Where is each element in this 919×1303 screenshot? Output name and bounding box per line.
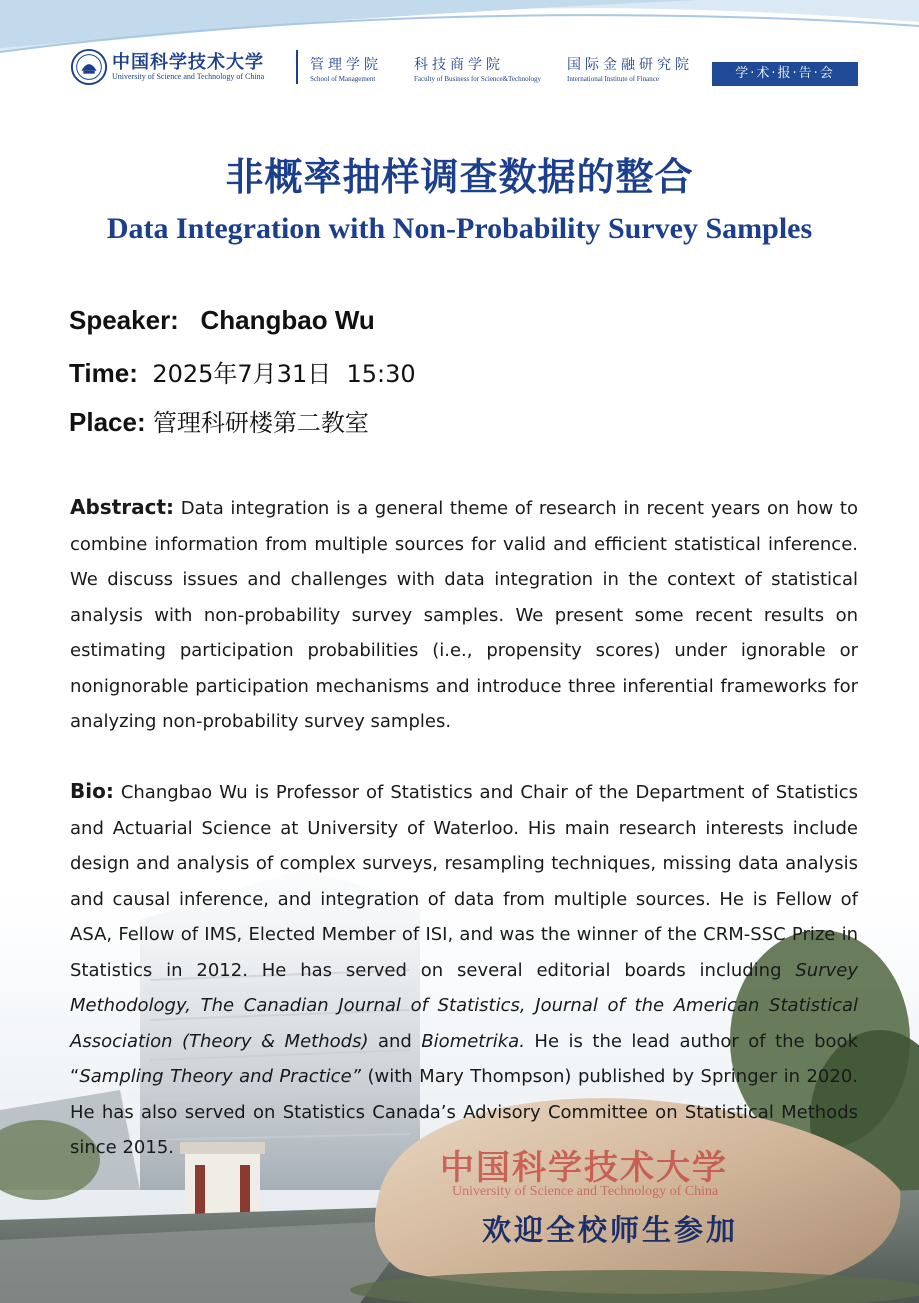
school-management-en: School of Management xyxy=(310,75,376,83)
place-line xyxy=(69,403,369,438)
abstract-text: Data integration is a general theme of research in recent years on how to combine information from multiple sources for valid and efficient statistical inference. We discuss issues and challenges with data integration in the context of statistical analysis with non-probability survey samples. We present some recent results on estimating participation probabilities (i.e., propensity scores) under ignorable or nonignorable participation mechanisms and introduce three inferential frameworks for analyzing non-probability survey samples. xyxy=(70,498,858,732)
school-management xyxy=(310,54,382,83)
speaker-name: Changbao Wu xyxy=(200,305,375,335)
header-bar xyxy=(70,44,870,92)
speaker-line xyxy=(69,305,375,336)
bio-text-part2: He is the lead author of the book “ xyxy=(70,1030,858,1087)
school-business-en: Faculty of Business for Science&Technology xyxy=(414,75,542,83)
university-name-cn: 中国科学技术大学 xyxy=(112,52,264,73)
school-finance xyxy=(567,54,693,83)
abstract-label: Abstract: xyxy=(70,495,175,519)
school-business xyxy=(414,54,541,83)
bio-journals: Survey Methodology, The Canadian Journal of Statistics, Journal of the American Statistical Association (Theory & Methods) xyxy=(70,959,858,1052)
time-line xyxy=(69,354,416,389)
speaker-label: Speaker: xyxy=(69,305,179,335)
title-en: Data Integration with Non-Probability Survey Samples xyxy=(106,212,813,245)
stone-engraving-en: University of Science and Technology of China xyxy=(452,1184,719,1199)
bio-book-title: Sampling Theory and Practice” xyxy=(79,1066,361,1087)
place-label: Place: xyxy=(69,407,146,437)
time-value: 2025年7月31日 15:30 xyxy=(152,360,416,388)
welcome-message: 欢迎全校师生参加 xyxy=(482,1213,739,1247)
bio-paragraph xyxy=(70,774,858,1166)
abstract-paragraph xyxy=(70,490,858,740)
university-name-en: University of Science and Technology of China xyxy=(112,72,265,81)
academic-report-badge: 学·术·报·告·会 xyxy=(712,62,858,86)
bio-text-part3: (with Mary Thompson) published by Springer in 2020. He has also served on Statistics Canada’s Advisory Committee on Statistical Methods since 2015. xyxy=(70,1066,858,1158)
stone-engraving-cn: 中国科学技术大学 xyxy=(440,1148,728,1188)
school-finance-cn: 国际金融研究院 xyxy=(567,57,693,73)
bio-and: and xyxy=(368,1030,422,1052)
school-finance-en: International Institute of Finance xyxy=(567,75,659,83)
header-divider xyxy=(296,50,298,84)
school-management-cn: 管理学院 xyxy=(310,57,382,73)
school-business-cn: 科技商学院 xyxy=(414,57,504,73)
bio-label: Bio: xyxy=(70,779,114,803)
bio-biometrika: Biometrika. xyxy=(421,1030,525,1052)
place-value: 管理科研楼第二教室 xyxy=(152,409,369,437)
title-cn: 非概率抽样调查数据的整合 xyxy=(225,154,694,199)
bio-text-part1: Changbao Wu is Professor of Statistics and Chair of the Department of Statistics and Actuarial Science at University of Waterloo. His main research interests include design and analysis of complex surveys, resampling techniques, missing data analysis and causal inference, and integration of data from multiple sources. He is Fellow of ASA, Fellow of IMS, Elected Member of ISI, and was the winner of the CRM-SSC Prize in Statistics in 2012. He has served on several editorial boards including xyxy=(70,782,858,981)
ustc-seal-icon xyxy=(70,48,108,86)
time-label: Time: xyxy=(69,358,138,388)
